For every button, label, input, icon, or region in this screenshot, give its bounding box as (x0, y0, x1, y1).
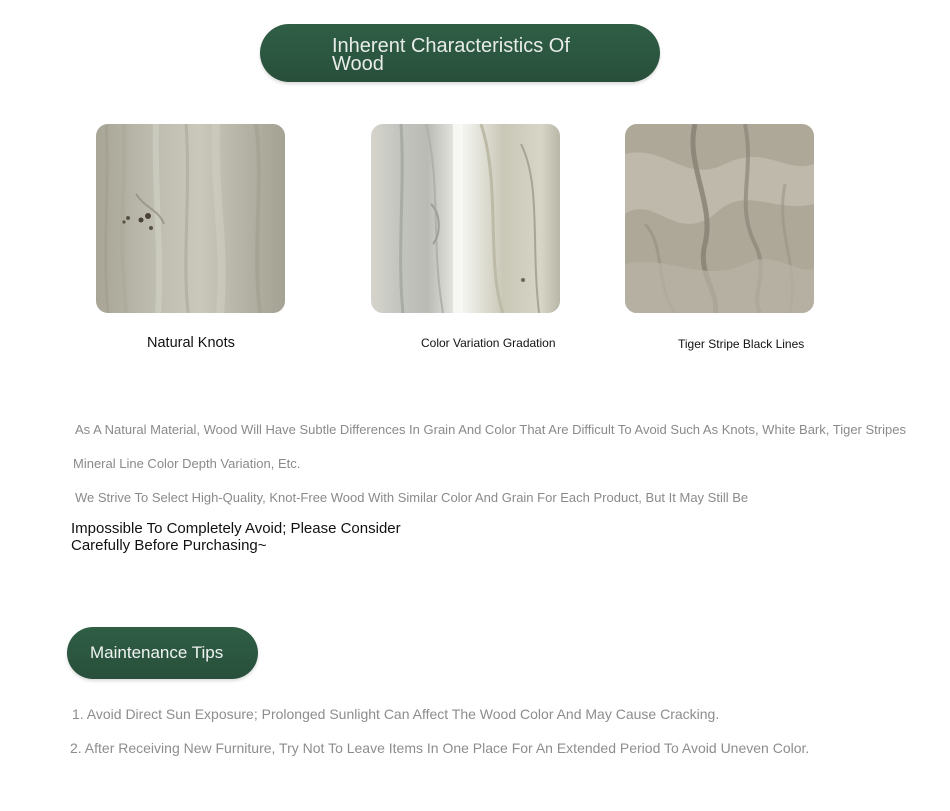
purchase-warning: Impossible To Completely Avoid; Please Consider Carefully Before Purchasing~ (71, 520, 401, 554)
wood-tiger-stripe-image (625, 124, 814, 313)
caption-color-variation: Color Variation Gradation (421, 336, 556, 350)
description-line-3: We Strive To Select High-Quality, Knot-Free Wood With Similar Color And Grain For Each Product, But It May Still Be (75, 490, 749, 505)
maintenance-tip-2: 2. After Receiving New Furniture, Try Not To Leave Items In One Place For An Extended Period To Avoid Uneven Color. (70, 740, 810, 756)
maintenance-title: Maintenance Tips (90, 643, 224, 662)
description-line-1: As A Natural Material, Wood Will Have Subtle Differences In Grain And Color That Are Difficult To Avoid Such As Knots, White Bark, Tiger Stripes (75, 422, 906, 437)
maintenance-title-pill (67, 627, 258, 679)
section-title-pill (260, 24, 660, 82)
description-line-2: Mineral Line Color Depth Variation, Etc. (73, 456, 301, 471)
caption-tiger-stripe: Tiger Stripe Black Lines (678, 337, 805, 351)
wood-gradation-image (371, 124, 560, 313)
section-title: Inherent Characteristics Of Wood (332, 35, 570, 75)
wood-knots-image (96, 124, 285, 313)
maintenance-tip-1: 1. Avoid Direct Sun Exposure; Prolonged Sunlight Can Affect The Wood Color And May Cause Cracking. (72, 706, 720, 722)
caption-natural-knots: Natural Knots (147, 335, 235, 351)
